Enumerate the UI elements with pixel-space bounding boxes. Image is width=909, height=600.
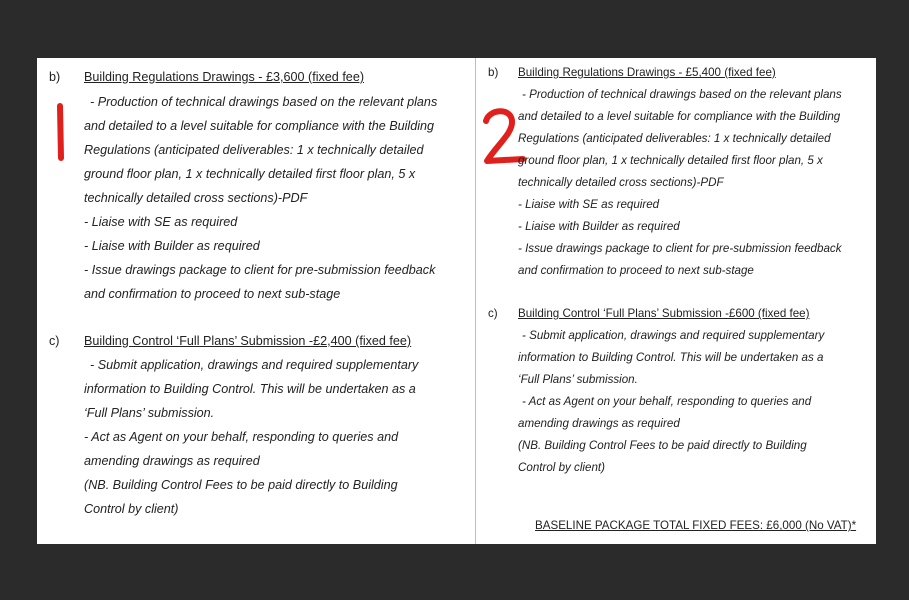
section-c-label: c) bbox=[49, 334, 60, 348]
section-b-line: ground floor plan, 1 x technically detailed first floor plan, 5 x bbox=[518, 154, 823, 167]
section-b-line: - Liaise with Builder as required bbox=[518, 220, 680, 233]
section-c-line: (NB. Building Control Fees to be paid directly to Building bbox=[518, 439, 807, 452]
section-b-label: b) bbox=[488, 66, 499, 79]
section-c-line: amending drawings as required bbox=[84, 454, 260, 468]
section-c-line: - Submit application, drawings and required supplementary bbox=[522, 329, 825, 342]
document-page-left bbox=[37, 58, 475, 544]
section-c-line: information to Building Control. This will be undertaken as a bbox=[518, 351, 824, 364]
section-b-line: Regulations (anticipated deliverables: 1 x technically detailed bbox=[84, 143, 424, 157]
section-b-line: and detailed to a level suitable for compliance with the Building bbox=[84, 119, 435, 133]
section-b-heading: Building Regulations Drawings - £3,600 (fixed fee) bbox=[84, 70, 365, 84]
section-c-line: information to Building Control. This will be undertaken as a bbox=[84, 382, 416, 396]
document-page-right bbox=[475, 58, 876, 544]
section-c-line: amending drawings as required bbox=[518, 417, 680, 430]
section-c-label: c) bbox=[488, 307, 498, 320]
section-b-line: - Liaise with SE as required bbox=[84, 215, 238, 229]
section-c-line: - Act as Agent on your behalf, responding to queries and bbox=[84, 430, 399, 444]
section-b-line: technically detailed cross sections)-PDF bbox=[518, 176, 724, 189]
section-c-heading: Building Control ‘Full Plans’ Submission -£600 (fixed fee) bbox=[518, 307, 810, 320]
section-b-line: ground floor plan, 1 x technically detailed first floor plan, 5 x bbox=[84, 167, 416, 181]
section-b-line: Regulations (anticipated deliverables: 1 x technically detailed bbox=[518, 132, 831, 145]
section-c-line: ‘Full Plans’ submission. bbox=[84, 406, 215, 420]
section-c-line: ‘Full Plans’ submission. bbox=[518, 373, 638, 386]
section-c-line: - Submit application, drawings and required supplementary bbox=[90, 358, 419, 372]
section-c-line: - Act as Agent on your behalf, responding to queries and bbox=[522, 395, 812, 408]
section-c-line: Control by client) bbox=[84, 502, 179, 516]
annotation-number-1 bbox=[51, 102, 71, 162]
section-b-line: - Liaise with SE as required bbox=[518, 198, 660, 211]
section-c-line: Control by client) bbox=[518, 461, 605, 474]
section-c-heading: Building Control ‘Full Plans’ Submission -£2,400 (fixed fee) bbox=[84, 334, 412, 348]
section-b-line: - Issue drawings package to client for pre-submission feedback bbox=[84, 263, 436, 277]
section-b-label: b) bbox=[49, 70, 61, 84]
section-c-line: (NB. Building Control Fees to be paid directly to Building bbox=[84, 478, 398, 492]
section-b-line: - Production of technical drawings based on the relevant plans bbox=[522, 88, 842, 101]
section-b-line: - Issue drawings package to client for pre-submission feedback bbox=[518, 242, 842, 255]
section-b-line: and confirmation to proceed to next sub-stage bbox=[84, 287, 341, 301]
section-b-heading: Building Regulations Drawings - £5,400 (fixed fee) bbox=[518, 66, 776, 79]
section-b-line: and detailed to a level suitable for compliance with the Building bbox=[518, 110, 841, 123]
section-b-line: technically detailed cross sections)-PDF bbox=[84, 191, 308, 205]
section-b-line: and confirmation to proceed to next sub-stage bbox=[518, 264, 754, 277]
package-total: BASELINE PACKAGE TOTAL FIXED FEES: £6,000 (No VAT)* bbox=[535, 519, 857, 532]
section-b-line: - Production of technical drawings based on the relevant plans bbox=[90, 95, 438, 109]
section-b-line: - Liaise with Builder as required bbox=[84, 239, 260, 253]
